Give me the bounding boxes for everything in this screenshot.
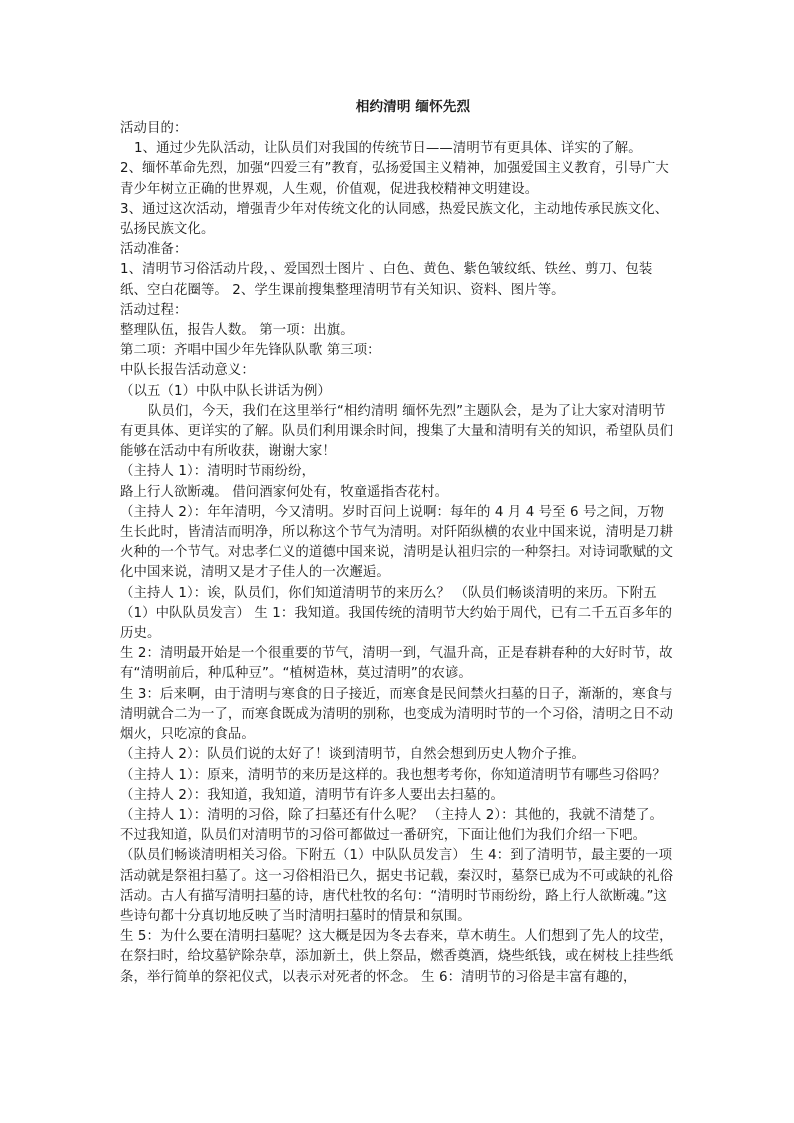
paragraph-student-4: （队员们畅谈清明相关习俗。下附五（1）中队队员发言） 生 4：到了清明节，最主要的一项活动就是祭祖扫墓了。这一习俗相沿已久，据史书记载，秦汉时，墓祭已成为不可或缺的礼俗活动。古人有描写清明扫墓的诗，唐代杜牧的名句：“清明时节雨纷纷，路上行人欲断魂。”这些诗句都十分真切地反映了当时清明扫墓时的情景和氛围。 — [120, 848, 674, 924]
paragraph-host1-origin: （主持人 1）：诶，队员们，你们知道清明节的来历么？ （队员们畅谈清明的来历。下附五（1）中队队员发言） 生 1：我知道。我国传统的清明节大约始于周代，已有二千五百多年的历史。 — [120, 585, 673, 642]
paragraph-student-3: 生 3：后来啊，由于清明与寒食的日子接近，而寒食是民间禁火扫墓的日子，渐渐的，寒食与清明就合二为一了，而寒食既成为清明的别称，也变成为清明时节的一个习俗，清明之日不动烟火，只吃凉的食品。 — [120, 686, 674, 743]
paragraph-leader-report: 中队长报告活动意义： — [120, 363, 255, 379]
paragraph-purpose-2: 2、缅怀革命先烈，加强“四爱三有”教育，弘扬爱国主义精神，加强爱国主义教育，引导广大青少年树立正确的世界观，人生观，价值观，促进我校精神文明建设。 — [120, 161, 669, 197]
paragraph-host1-poem-1: （主持人 1）：清明时节雨纷纷， — [120, 464, 316, 480]
paragraph-host2-answer: （主持人 2）：我知道，我知道，清明节有许多人要出去扫墓的。 — [120, 787, 505, 803]
paragraph-step-2: 第二项：齐唱中国少年先锋队队歌 第三项： — [120, 343, 381, 359]
paragraph-purpose-3: 3、通过这次活动，增强青少年对传统文化的认同感，热爱民族文化，主动地传承民族文化、弘扬民族文化。 — [120, 201, 669, 238]
paragraph-step-1: 整理队伍，报告人数。 第一项：出旗。 — [120, 323, 354, 339]
document-title: 相约清明 缅怀先烈 — [355, 99, 471, 115]
paragraph-host-customs: （主持人 1）：清明的习俗，除了扫墓还有什么呢？ （主持人 2）：其他的，我就不清楚了。不过我知道，队员们对清明节的习俗可都做过一番研究，下面让他们为我们介绍一下吧。 — [120, 807, 664, 844]
paragraph-prep-items: 1、清明节习俗活动片段，、爱国烈士图片 、白色、黄色、紫色皱纹纸、铁丝、剪刀、包装纸、空白花圈等。 2、学生课前搜集整理清明节有关知识、资料、图片等。 — [120, 262, 653, 298]
paragraph-student-5: 生 5：为什么要在清明扫墓呢？这大概是因为冬去春来，草木萌生。人们想到了先人的坟茔，在祭扫时，给坟墓铲除杂草，添加新土，供上祭品，燃香奠酒，烧些纸钱，或在树枝上挂些纸条，举行简单的祭祀仪式，以表示对死者的怀念。 生 6：清明节的习俗是丰富有趣的， — [120, 929, 674, 985]
paragraph-host1-question: （主持人 1）：原来，清明节的来历是这样的。我也想考考你，你知道清明节有哪些习俗吗？ — [120, 767, 666, 783]
paragraph-prep-heading: 活动准备： — [120, 242, 188, 258]
paragraph-host2-praise: （主持人 2）：队员们说的太好了！谈到清明节，自然会想到历史人物介子推。 — [120, 747, 585, 763]
paragraph-leader-speech: 队员们，今天，我们在这里举行“相约清明 缅怀先烈”主题队会，是为了让大家对清明节有更具体、更详实的了解。队员们利用课余时间，搜集了大量和清明有关的知识，希望队员们能够在活动中有所收获，谢谢大家！ — [120, 403, 674, 460]
paragraph-purpose-1: 1、通过少先队活动，让队员们对我国的传统节日——清明节有更具体、详实的了解。 — [134, 141, 642, 157]
paragraph-process-heading: 活动过程： — [120, 302, 188, 318]
paragraph-student-2: 生 2：清明最开始是一个很重要的节气，清明一到，气温升高，正是春耕春种的大好时节，故有“清明前后，种瓜种豆”。“植树造林，莫过清明”的农谚。 — [120, 646, 673, 682]
paragraph-host1-poem-2: 路上行人欲断魂。 借问酒家何处有，牧童遥指杏花村。 — [120, 484, 449, 500]
document-page — [120, 96, 676, 988]
paragraph-host2-intro: （主持人 2）：年年清明，今又清明。岁时百问上说啊：每年的 4 月 4 号至 6 号之间，万物生长此时，皆清洁而明净，所以称这个节气为清明。对阡陌纵横的农业中国来说，清明是刀耕火种的一个节气。对忠孝仁义的道德中国来说，清明是认祖归宗的一种祭扫。对诗词歌赋的文化中国来说，清明又是才子佳人的一次邂逅。 — [120, 504, 674, 581]
paragraph-purpose-heading: 活动目的： — [120, 121, 188, 136]
paragraph-leader-example: （以五（1）中队中队长讲话为例） — [120, 383, 331, 399]
